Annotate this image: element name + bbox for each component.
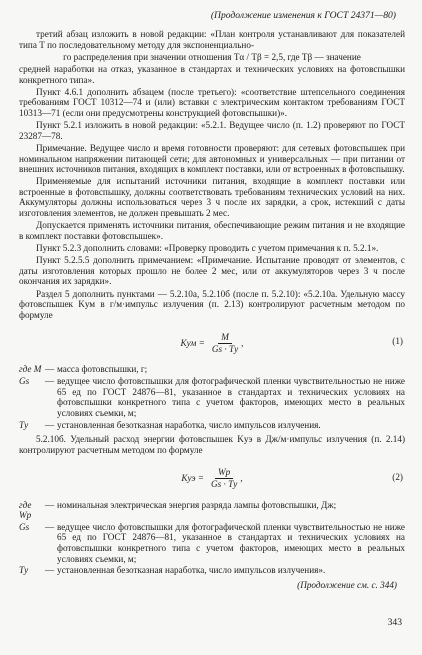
definition-item: Tу — установленная безотказная наработка, число импульсов излучения. — [19, 419, 321, 430]
formula-denominator: Gs · Tу — [211, 479, 238, 489]
definitions-list — [19, 364, 405, 430]
paragraph: Пункт 5.2.3 дополнить словами: «Проверку проводить с учетом примечания к п. 5.2.1». — [36, 243, 379, 254]
paragraph: 5.2.10б. Удельный расход энергии фотовспышек Kуэ в Дж/м·импульс излучения (п. 2.14) контролируют расчетным методом по формуле — [19, 434, 405, 455]
paragraph: средней наработки на отказ, указанное в стандартах и технических условиях на фотовспышки конкретного типа». — [19, 63, 405, 85]
formula-lhs: Kум = — [180, 338, 205, 349]
paragraph: Раздел 5 дополнить пунктами — 5.2.10а, 5.2.10б (после п. 5.2.10): «5.2.10а. Удельную массу фотовспышек Kум в г/м·импульс излучения (п. 2.13) контролируют расчетным методом по формуле — [19, 288, 405, 320]
formula-end: , — [240, 473, 243, 484]
paragraph: третий абзац изложить в новой редакции: «План контроля устанавливают для показателей типа Т по последовательному методу для экспоненциально- — [19, 29, 405, 50]
paragraph: Пункт 5.2.1 изложить в новой редакции: «5.2.1. Ведущее число (п. 1.2) проверяют по ГОСТ 23287—78. — [19, 120, 405, 141]
definition-item: Gs — ведущее число фотовспышки для фотографической пленки чувствительностью не ниже 65 ед по ГОСТ 24876—81, указанное в стандартах и технических условиях на фотовспышки конкретного типа с учетом факторов, имеющих место в реальных условиях съемки, м; — [19, 521, 405, 564]
formula-numerator: Wp — [215, 467, 233, 479]
paragraph: Пункт 5.2.5.5 дополнить примечанием: «Примечание. Испытание проводят от элементов, с даты изготовления которых прошло не более 2 мес, или от аккумуляторов через 3 ч после окончания их зарядки». — [19, 255, 405, 287]
formula-2 — [19, 462, 405, 496]
paragraph-formula-line: го распределения при значении отношения Tα / Tβ = 2,5, где Tβ — значение — [63, 51, 361, 62]
paragraph: Примечание. Ведущее число и время готовности проверяют: для сетевых фотовспышек при номинальном напряжении питающей сети; для автономных и универсальных — при питании от внешних источников питания, входящих в комплект поставки, или от встроенных в фотовспышку. — [19, 142, 405, 175]
formula-number: (1) — [392, 336, 403, 347]
formula-fraction — [208, 467, 243, 489]
definitions-list — [19, 500, 405, 577]
formula-numerator: M — [218, 332, 232, 344]
paragraph: Допускается применять источники питания, обеспечивающие режим питания и не входящие в комплект поставки фотовспышек». — [19, 220, 405, 241]
continuation-note: (Продолжение см. с. 344) — [297, 580, 397, 591]
formula-denominator: Gs · Tу — [211, 343, 239, 354]
formula-end: , — [241, 338, 244, 349]
page-body — [19, 29, 405, 591]
definition-item: где M — масса фотовспышки, г; — [19, 364, 148, 375]
formula-lhs: Kуэ = — [181, 473, 205, 484]
definition-item: Gs — ведущее число фотовспышки для фотографической пленки чувствительностью не ниже 65 ед по ГОСТ 24876—81, указанное в стандартах и технических условиях на фотовспышки конкретного типа с учетом факторов, имеющих место в реальных условиях съемки, м; — [19, 376, 405, 418]
definition-item: где Wp — номинальная электрическая энергия разряда лампы фотовспышки, Дж; — [19, 499, 337, 521]
paragraph: Пункт 4.6.1 дополнить абзацем (после третьего): «соответствие штепсельного соединения требованиям ГОСТ 10312—74 и (или) вставки с электрическим контактом требованиям ГОСТ 10313—71 (если они предусмотрены конструкцией фотовспышки)». — [19, 86, 405, 118]
definition-item: Tу — установленная безотказная наработка, число импульсов излучения». — [19, 565, 326, 576]
formula-fraction — [209, 332, 244, 354]
running-header: (Продолжение изменения к ГОСТ 24371—80) — [210, 10, 396, 21]
page-number: 343 — [387, 617, 402, 628]
formula-1 — [19, 326, 405, 360]
paragraph: Применяемые для испытаний источники питания, входящие в комплект поставки или встроенные в фотовспышку, должны соответствовать требованиям технических условий на них. Аккумуляторы должны использоваться через 3 ч после их зарядки, а срок, истекший с даты изготовления элементов, не должен превышать 2 мес. — [19, 176, 405, 219]
formula-number: (2) — [392, 471, 403, 482]
